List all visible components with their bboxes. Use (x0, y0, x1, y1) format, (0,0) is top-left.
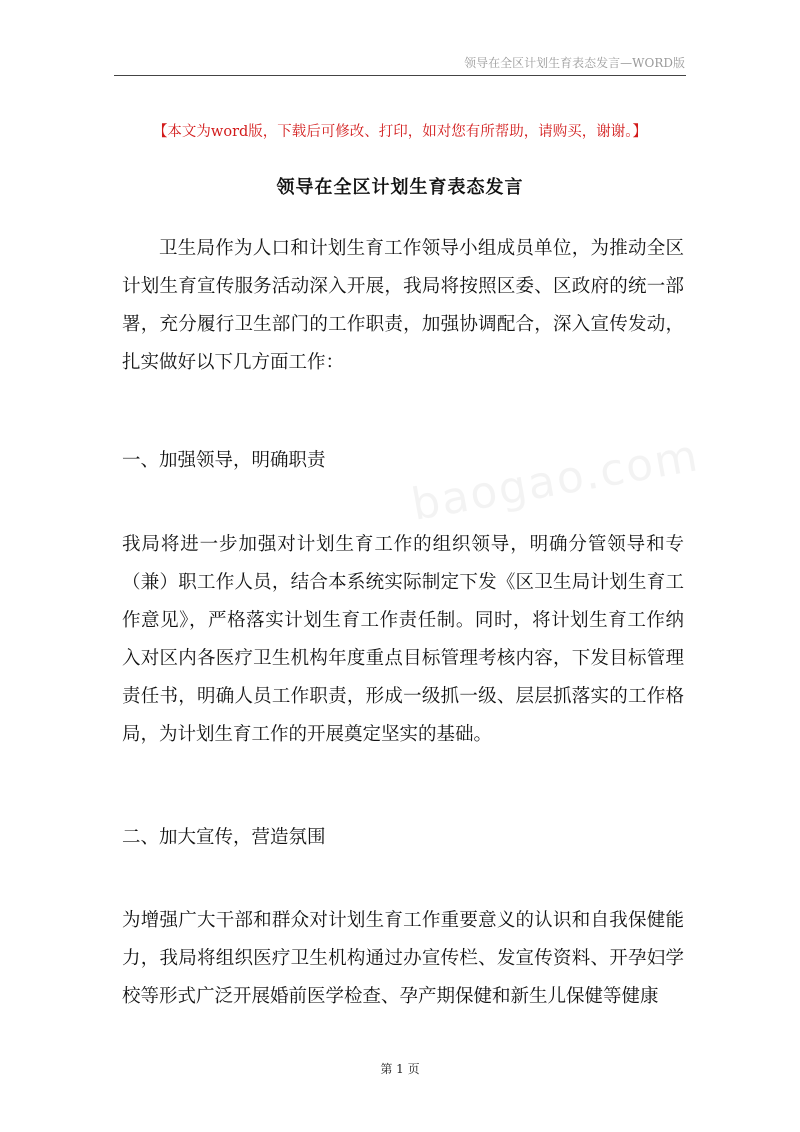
section-heading-2: 二、加大宣传，营造氛围 (122, 827, 326, 848)
running-header: 领导在全区计划生育表态发言—WORD版 (464, 56, 685, 70)
section-paragraph-1: 我局将进一步加强对计划生育工作的组织领导，明确分管领导和专（兼）职工作人员，结合本系统实际制定下发《区卫生局计划生育工作意见》，严格落实计划生育工作责任制。同时，将计划生育工作纳入对区内各医疗卫生机构年度重点目标管理考核内容，下发目标管理责任书，明确人员工作职责，形成一级抓一级、层层抓落实的工作格局，为计划生育工作的开展奠定坚实的基础。 (122, 534, 684, 745)
section-heading-1: 一、加强领导，明确职责 (122, 450, 326, 471)
watermark (408, 430, 703, 531)
download-notice: 【本文为word版，下载后可修改、打印，如对您有所帮助，请购买，谢谢。】 (152, 124, 648, 140)
page-number: 第 1 页 (380, 1062, 420, 1076)
document-title: 领导在全区计划生育表态发言 (276, 177, 524, 198)
intro-paragraph: 卫生局作为人口和计划生育工作领导小组成员单位，为推动全区计划生育宣传服务活动深入开展，我局将按照区委、区政府的统一部署，充分履行卫生部门的工作职责，加强协调配合，深入宣传发动，扎实做好以下几方面工作： (122, 238, 684, 373)
section-paragraph-2: 为增强广大干部和群众对计划生育工作重要意义的认识和自我保健能力，我局将组织医疗卫生机构通过办宣传栏、发宣传资料、开孕妇学校等形式广泛开展婚前医学检查、孕产期保健和新生儿保健等健康 (122, 910, 684, 1007)
header-divider (114, 75, 686, 76)
